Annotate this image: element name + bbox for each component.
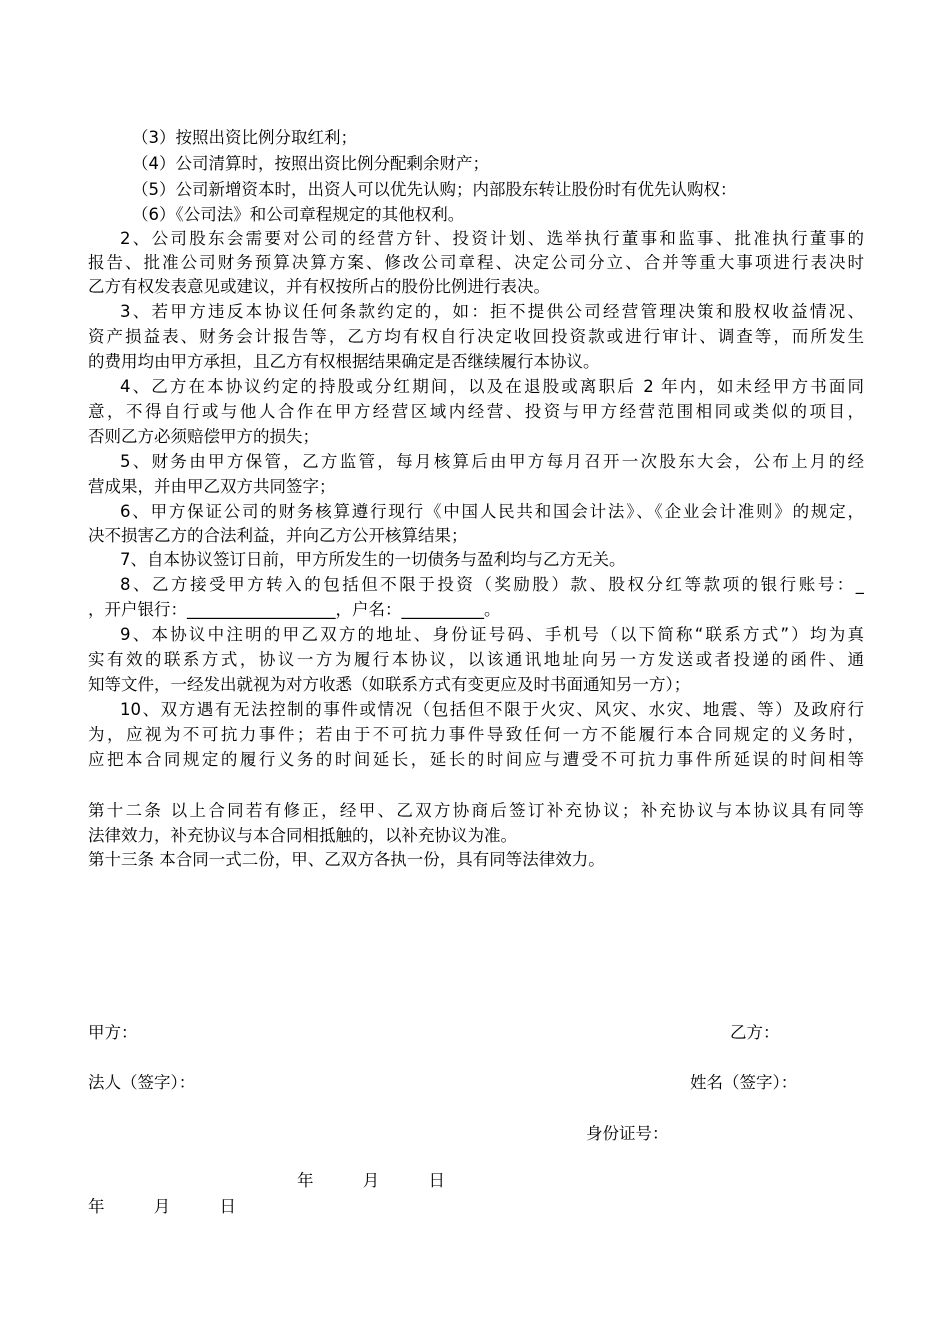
clause-6-line-1: 6、甲方保证公司的财务核算遵行现行《中国人民共和国会计法》、《企业会计准则》的规定， xyxy=(120,502,864,521)
date-party-a: 年 月 日 xyxy=(88,1197,236,1216)
clause-item-6: （6）《公司法》和公司章程规定的其他权利。 xyxy=(132,205,465,224)
clause-10-line-1: 10、双方遇有无法控制的事件或情况（包括但不限于火灾、风灾、水灾、地震、等）及政府行 xyxy=(120,700,864,719)
clause-10-line-2: 为，应视为不可抗力事件；若由于不可抗力事件导致任何一方不能履行本合同规定的义务时， xyxy=(88,725,864,744)
clause-5-line-2: 营成果，并由甲乙双方共同签字； xyxy=(88,477,336,496)
clause-9-line-3: 知等文件，一经发出就视为对方收悉（如联系方式有变更应及时书面通知另一方）； xyxy=(88,675,691,694)
name-signature-label: 姓名（签字）： xyxy=(690,1073,798,1092)
party-a-label: 甲方： xyxy=(88,1023,138,1042)
clause-item-4: （4）公司清算时，按照出资比例分配剩余财产； xyxy=(132,154,489,173)
clause-2-line-1: 2、公司股东会需要对公司的经营方针、投资计划、选举执行董事和监事、批准执行董事的 xyxy=(120,229,864,248)
clause-6-line-2: 决不损害乙方的合法利益，并向乙方公开核算结果； xyxy=(88,526,468,545)
clause-4-line-1: 4、乙方在本协议约定的持股或分红期间，以及在退股或离职后 2 年内，如未经甲方书面同 xyxy=(120,377,864,396)
date-party-b: 年 月 日 xyxy=(297,1171,445,1190)
clause-4-line-2: 意，不得自行或与他人合作在甲方经营区域内经营、投资与甲方经营范围相同或类似的项目， xyxy=(88,402,864,421)
clause-8-line-2: ，开户银行：__________________，户名：__________。 xyxy=(88,600,501,619)
legal-rep-signature-label: 法人（签字）： xyxy=(88,1073,196,1092)
clause-2-line-3: 乙方有权发表意见或建议，并有权按所占的股份比例进行表决。 xyxy=(88,277,550,296)
clause-10-line-3: 应把本合同规定的履行义务的时间延长，延长的时间应与遭受不可抗力事件所延误的时间相等 xyxy=(88,750,864,769)
clause-3-line-1: 3、若甲方违反本协议任何条款约定的，如：拒不提供公司经营管理决策和股权收益情况、 xyxy=(120,302,864,321)
clause-3-line-3: 的费用均由甲方承担，且乙方有权根据结果确定是否继续履行本协议。 xyxy=(88,352,600,371)
clause-9-line-1: 9、本协议中注明的甲乙双方的地址、身份证号码、手机号（以下简称“联系方式”）均为真 xyxy=(120,625,864,644)
clause-4-line-3: 否则乙方必须赔偿甲方的损失； xyxy=(88,427,319,446)
clause-5-line-1: 5、财务由甲方保管，乙方监管，每月核算后由甲方每月召开一次股东大会，公布上月的经 xyxy=(120,452,864,471)
article-13: 第十三条 本合同一式二份，甲、乙双方各执一份，具有同等法律效力。 xyxy=(88,850,605,869)
article-12-line-2: 法律效力，补充协议与本合同相抵触的，以补充协议为准。 xyxy=(88,826,517,845)
clause-item-5: （5）公司新增资本时，出资人可以优先认购；内部股东转让股份时有优先认购权： xyxy=(132,180,737,199)
clause-7: 7、自本协议签订日前，甲方所发生的一切债务与盈利均与乙方无关。 xyxy=(120,550,626,569)
clause-9-line-2: 实有效的联系方式，协议一方为履行本协议，以该通讯地址向另一方发送或者投递的函件、通 xyxy=(88,650,864,669)
clause-2-line-2: 报告、批准公司财务预算决算方案、修改公司章程、决定公司分立、合并等重大事项进行表决时 xyxy=(88,253,864,272)
clause-3-line-2: 资产损益表、财务会计报告等，乙方均有权自行决定收回投资款或进行审计、调查等，而所发生 xyxy=(88,327,864,346)
article-12-line-1: 第十二条 以上合同若有修正，经甲、乙双方协商后签订补充协议；补充协议与本协议具有同等 xyxy=(88,801,864,820)
party-b-label: 乙方： xyxy=(730,1023,780,1042)
clause-item-3: （3）按照出资比例分取红利； xyxy=(132,128,357,147)
clause-8-line-1: 8、乙方接受甲方转入的包括但不限于投资（奖励股）款、股权分红等款项的银行账号：_ xyxy=(120,575,864,594)
id-number-label: 身份证号： xyxy=(586,1124,669,1143)
